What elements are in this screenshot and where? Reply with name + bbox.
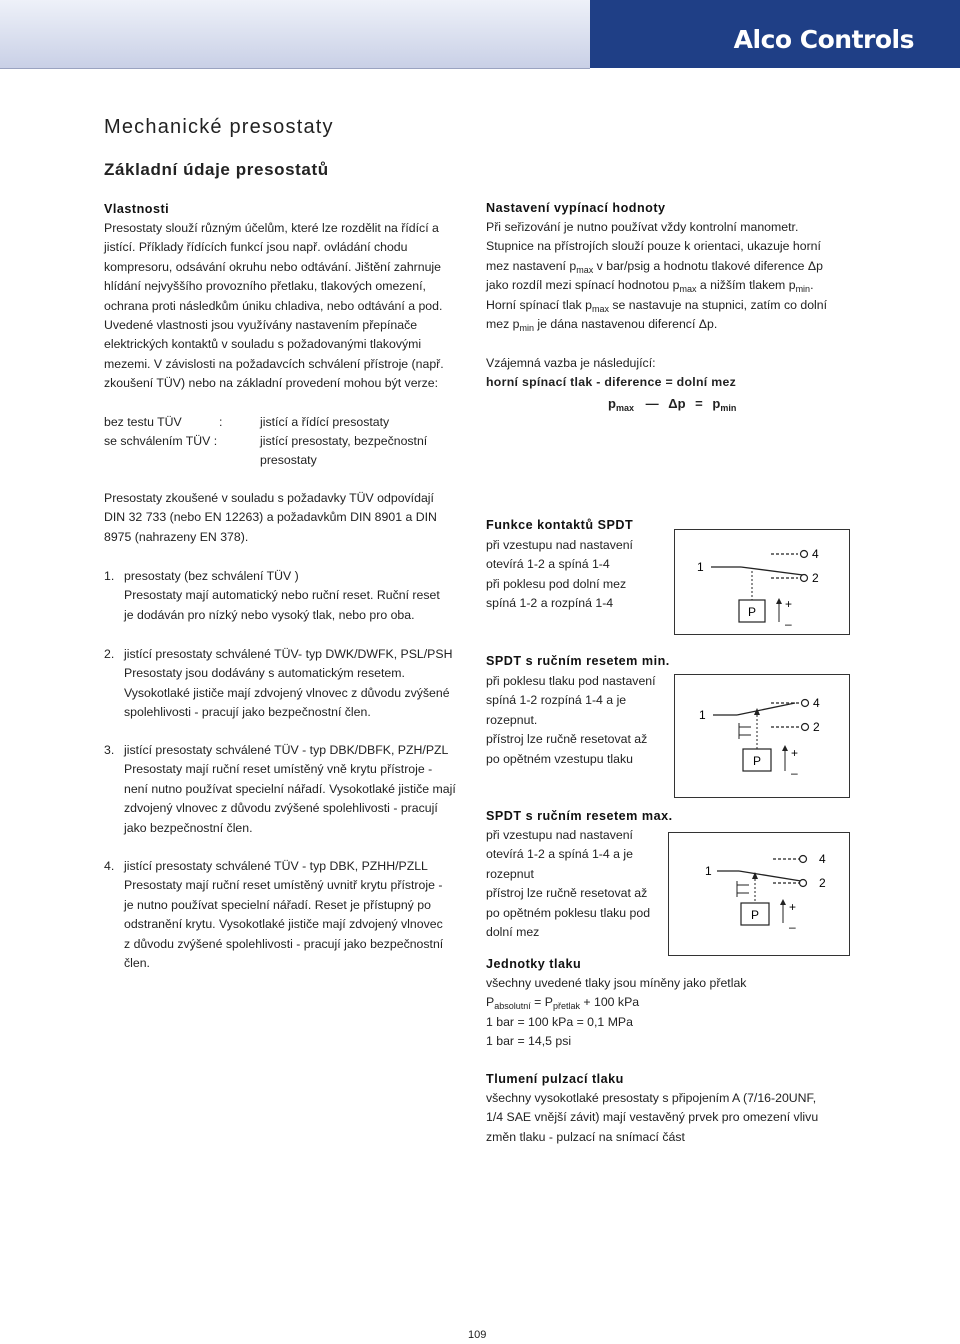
- text-line: Horní spínací tlak $p_{max}$ se nastavuje na stupnici, zatím co dolní: [486, 297, 828, 314]
- text-line: po opětném poklesu tlaku pod: [486, 905, 651, 920]
- header-band: [0, 0, 590, 69]
- svg-text:–: –: [791, 766, 798, 780]
- nastaveni-heading: Nastavení vypínací hodnoty: [486, 201, 666, 215]
- reset-min-diagram: [674, 674, 850, 798]
- text-line: Uvedené vlastnosti jsou využívány nastavením přepínače: [104, 318, 418, 333]
- list-number: 4.: [104, 859, 115, 873]
- text-line: spíná 1-2 a rozpíná 1-4: [486, 596, 614, 611]
- formula: $p_{max}$ — $\Delta p = p_{min}$: [608, 396, 737, 413]
- text-line: Presostaty slouží různým účelům, které lze rozdělit na řídící a: [104, 221, 439, 235]
- list-item: [104, 741, 456, 838]
- tuv-row-label: bez testu TÜV: [104, 415, 182, 429]
- list-item: [104, 857, 443, 973]
- tuv-row-value-cont: presostaty: [260, 453, 317, 467]
- page-title: Mechanické presostaty: [104, 116, 334, 138]
- text-line: jistící presostaty schválené TÜV - typ DBK, PZHH/PZLL: [124, 859, 428, 873]
- text-line: rozepnut: [486, 866, 534, 881]
- pressure-element-label: P: [748, 605, 757, 619]
- svg-text:–: –: [789, 920, 796, 934]
- text-line: přístroj lze ručně resetovat až: [486, 732, 648, 747]
- text-line: Presostaty jsou dodávány s automatickým resetem.: [124, 666, 405, 681]
- text-line: mez $p_{min}$ je dána nastavenou diferencí Δp.: [486, 317, 718, 334]
- svg-text:–: –: [785, 617, 792, 631]
- text-line: Presostaty mají automatický nebo ruční reset. Ruční reset: [124, 588, 440, 603]
- din-paragraph: [104, 489, 437, 547]
- terminal-1-label: 1: [697, 560, 704, 574]
- text-line: při vzestupu nad nastavení: [486, 828, 633, 842]
- svg-text:1: 1: [699, 708, 706, 722]
- reset-max-text: [486, 826, 650, 942]
- page-number: 109: [468, 1329, 487, 1341]
- svg-text:1: 1: [705, 864, 712, 878]
- svg-text:4: 4: [819, 852, 826, 866]
- tuv-row-sep: :: [219, 415, 223, 429]
- text-line: při poklesu pod dolní mez: [486, 576, 627, 591]
- text-line: otevírá 1-2 a spíná 1-4 a je: [486, 847, 633, 862]
- text-line: z důvodu zvýšené spolehlivosti - pracují jako bezpečnostní: [124, 936, 444, 951]
- svg-text:+: +: [785, 597, 793, 611]
- text-line: při vzestupu nad nastavení: [486, 538, 633, 552]
- tlumeni-heading: Tlumení pulzací tlaku: [486, 1072, 624, 1086]
- text-line: 1/4 SAE vnější závit) mají vestavěný prvek pro omezení vlivu: [486, 1110, 819, 1125]
- text-line: jako rozdíl mezi spínací hodnotou $p_{max}$ a nižším tlakem $p_{min}$.: [486, 278, 814, 295]
- page-subtitle: Základní údaje presostatů: [104, 160, 329, 179]
- text-line: je nutno používat specielní nářadí. Reset je přístupný po: [124, 897, 431, 912]
- text-line: Presostaty zkoušené v souladu s požadavky TÜV odpovídají: [104, 491, 434, 505]
- svg-text:P: P: [751, 908, 760, 922]
- list-item: [104, 645, 452, 723]
- text-line: rozepnut.: [486, 712, 538, 727]
- text-line: při poklesu tlaku pod nastavení: [486, 674, 656, 688]
- text-line: 1 bar = 100 kPa = 0,1 MPa: [486, 1014, 633, 1029]
- text-line: 8975 (nahrazeny EN 378).: [104, 529, 249, 544]
- vlastnosti-heading: Vlastnosti: [104, 202, 170, 216]
- svg-text:+: +: [791, 746, 799, 760]
- text-line: jistící presostaty schválené TÜV - typ DBK/DBFK, PZH/PZL: [124, 743, 449, 757]
- text-line: ochrana proti následkům úniku chladiva, nebo odtávání a pod.: [104, 298, 443, 313]
- text-line: spíná 1-2 rozpíná 1-4 a je: [486, 693, 627, 708]
- text-line: po opětném vzestupu tlaku: [486, 751, 633, 766]
- text-line: jako bezpečnostní člen.: [124, 820, 253, 835]
- list-number: 3.: [104, 743, 115, 757]
- text-line: spolehlivosti - pracují jako bezpečnostní člen.: [124, 705, 371, 720]
- text-line: kompresoru, odsávání okruhu nebo odtávání. Jištění zahrnuje: [104, 259, 442, 274]
- text-line: presostaty (bez schválení TÜV ): [124, 569, 299, 583]
- list-number: 1.: [104, 569, 115, 583]
- text-line: hlídání nejvyššího provozního přetlaku, tlakových omezení,: [104, 279, 426, 294]
- svg-text:2: 2: [819, 876, 826, 890]
- text-line: jistící. Příklady řídících funkcí jsou např. ovládání chodu: [104, 240, 408, 255]
- brand-logo: Alco Controls: [733, 25, 914, 54]
- text-line: všechny vysokotlaké presostaty s připojením A (7/16-20UNF,: [486, 1091, 817, 1105]
- vazba-text: Vzájemná vazba je následující:: [486, 356, 656, 370]
- text-line: otevírá 1-2 a spíná 1-4: [486, 557, 610, 572]
- text-line: odstranění krytu. Vysokotlaké jističe mají zdvojený vlnovec: [124, 917, 443, 932]
- svg-text:2: 2: [813, 720, 820, 734]
- text-line: 1 bar = 14,5 psi: [486, 1034, 572, 1049]
- text-line: elektrických kontaktů v souladu s požadovanými tlakovými: [104, 337, 422, 352]
- text-line: člen.: [124, 956, 150, 971]
- reset-min-text: [486, 672, 656, 769]
- text-line: Presostaty mají ruční reset umístěný uvnitř krytu přístroje -: [124, 878, 443, 893]
- spdt-text: [486, 536, 633, 614]
- text-line: $P_{absolutní} = P_{přetlak} + 100$ kPa: [486, 995, 640, 1012]
- text-line: není nutno používat specielní nářadí. Vysokotlaké jističe mají: [124, 781, 456, 796]
- text-line: Presostaty mají ruční reset umístěný vně krytu přístroje -: [124, 762, 433, 777]
- reset-max-diagram: [668, 832, 850, 956]
- tuv-row-value: jistící presostaty, bezpečnostní: [260, 434, 428, 448]
- text-line: zdvojený vlnovec z důvodu zvýšené spolehlivosti - pracují: [124, 801, 438, 816]
- brand-bar: [590, 0, 960, 68]
- tuv-row-value: jistící a řídící presostaty: [260, 415, 390, 429]
- text-line: Vysokotlaké jističe mají zdvojený vlnovec z důvodu zvýšené: [124, 685, 450, 700]
- svg-text:+: +: [789, 900, 797, 914]
- nastaveni-paragraph: [486, 218, 827, 334]
- svg-text:4: 4: [813, 696, 820, 710]
- text-line: všechny uvedené tlaky jsou míněny jako přetlak: [486, 976, 747, 990]
- text-line: změn tlaku - pulzací na snímací část: [486, 1129, 685, 1144]
- tuv-row-label: se schválením TÜV :: [104, 434, 218, 448]
- reset-max-heading: SPDT s ručním resetem max.: [486, 809, 673, 823]
- terminal-2-label: 2: [812, 571, 819, 585]
- text-line: Stupnice na přístrojích slouží pouze k orientaci, ukazuje horní: [486, 239, 821, 254]
- text-line: je dodáván pro nízký nebo vysoký tlak, nebo pro oba.: [124, 607, 415, 622]
- vlastnosti-paragraph: [104, 219, 444, 394]
- vazba-rule: horní spínací tlak - diference = dolní mez: [486, 375, 737, 389]
- svg-text:P: P: [753, 754, 762, 768]
- text-line: DIN 32 733 (nebo EN 12263) a požadavkům DIN 8901 a DIN: [104, 510, 437, 525]
- text-line: jistící presostaty schválené TÜV- typ DWK/DWFK, PSL/PSH: [124, 647, 453, 661]
- text-line: dolní mez: [486, 925, 540, 940]
- list-number: 2.: [104, 647, 115, 661]
- spdt-diagram: [674, 529, 850, 635]
- reset-min-heading: SPDT s ručním resetem min.: [486, 654, 670, 668]
- list-item: [104, 567, 440, 625]
- spdt-heading: Funkce kontaktů SPDT: [486, 518, 634, 532]
- text-line: mez nastavení $p_{max}$ v bar/psig a hodnotu tlakové diference Δp: [486, 258, 823, 275]
- jednotky-text: [486, 974, 746, 1052]
- terminal-4-label: 4: [812, 547, 819, 561]
- text-line: mezemi. V závislosti na požadavcích schválení přístroje (např.: [104, 356, 444, 371]
- jednotky-heading: Jednotky tlaku: [486, 957, 582, 971]
- tlumeni-text: [486, 1089, 818, 1147]
- text-line: přístroj lze ručně resetovat až: [486, 886, 648, 901]
- text-line: Při seřizování je nutno používat vždy kontrolní manometr.: [486, 220, 799, 234]
- text-line: zkoušení TÜV) nebo na základní provedení mohou být verze:: [104, 376, 439, 391]
